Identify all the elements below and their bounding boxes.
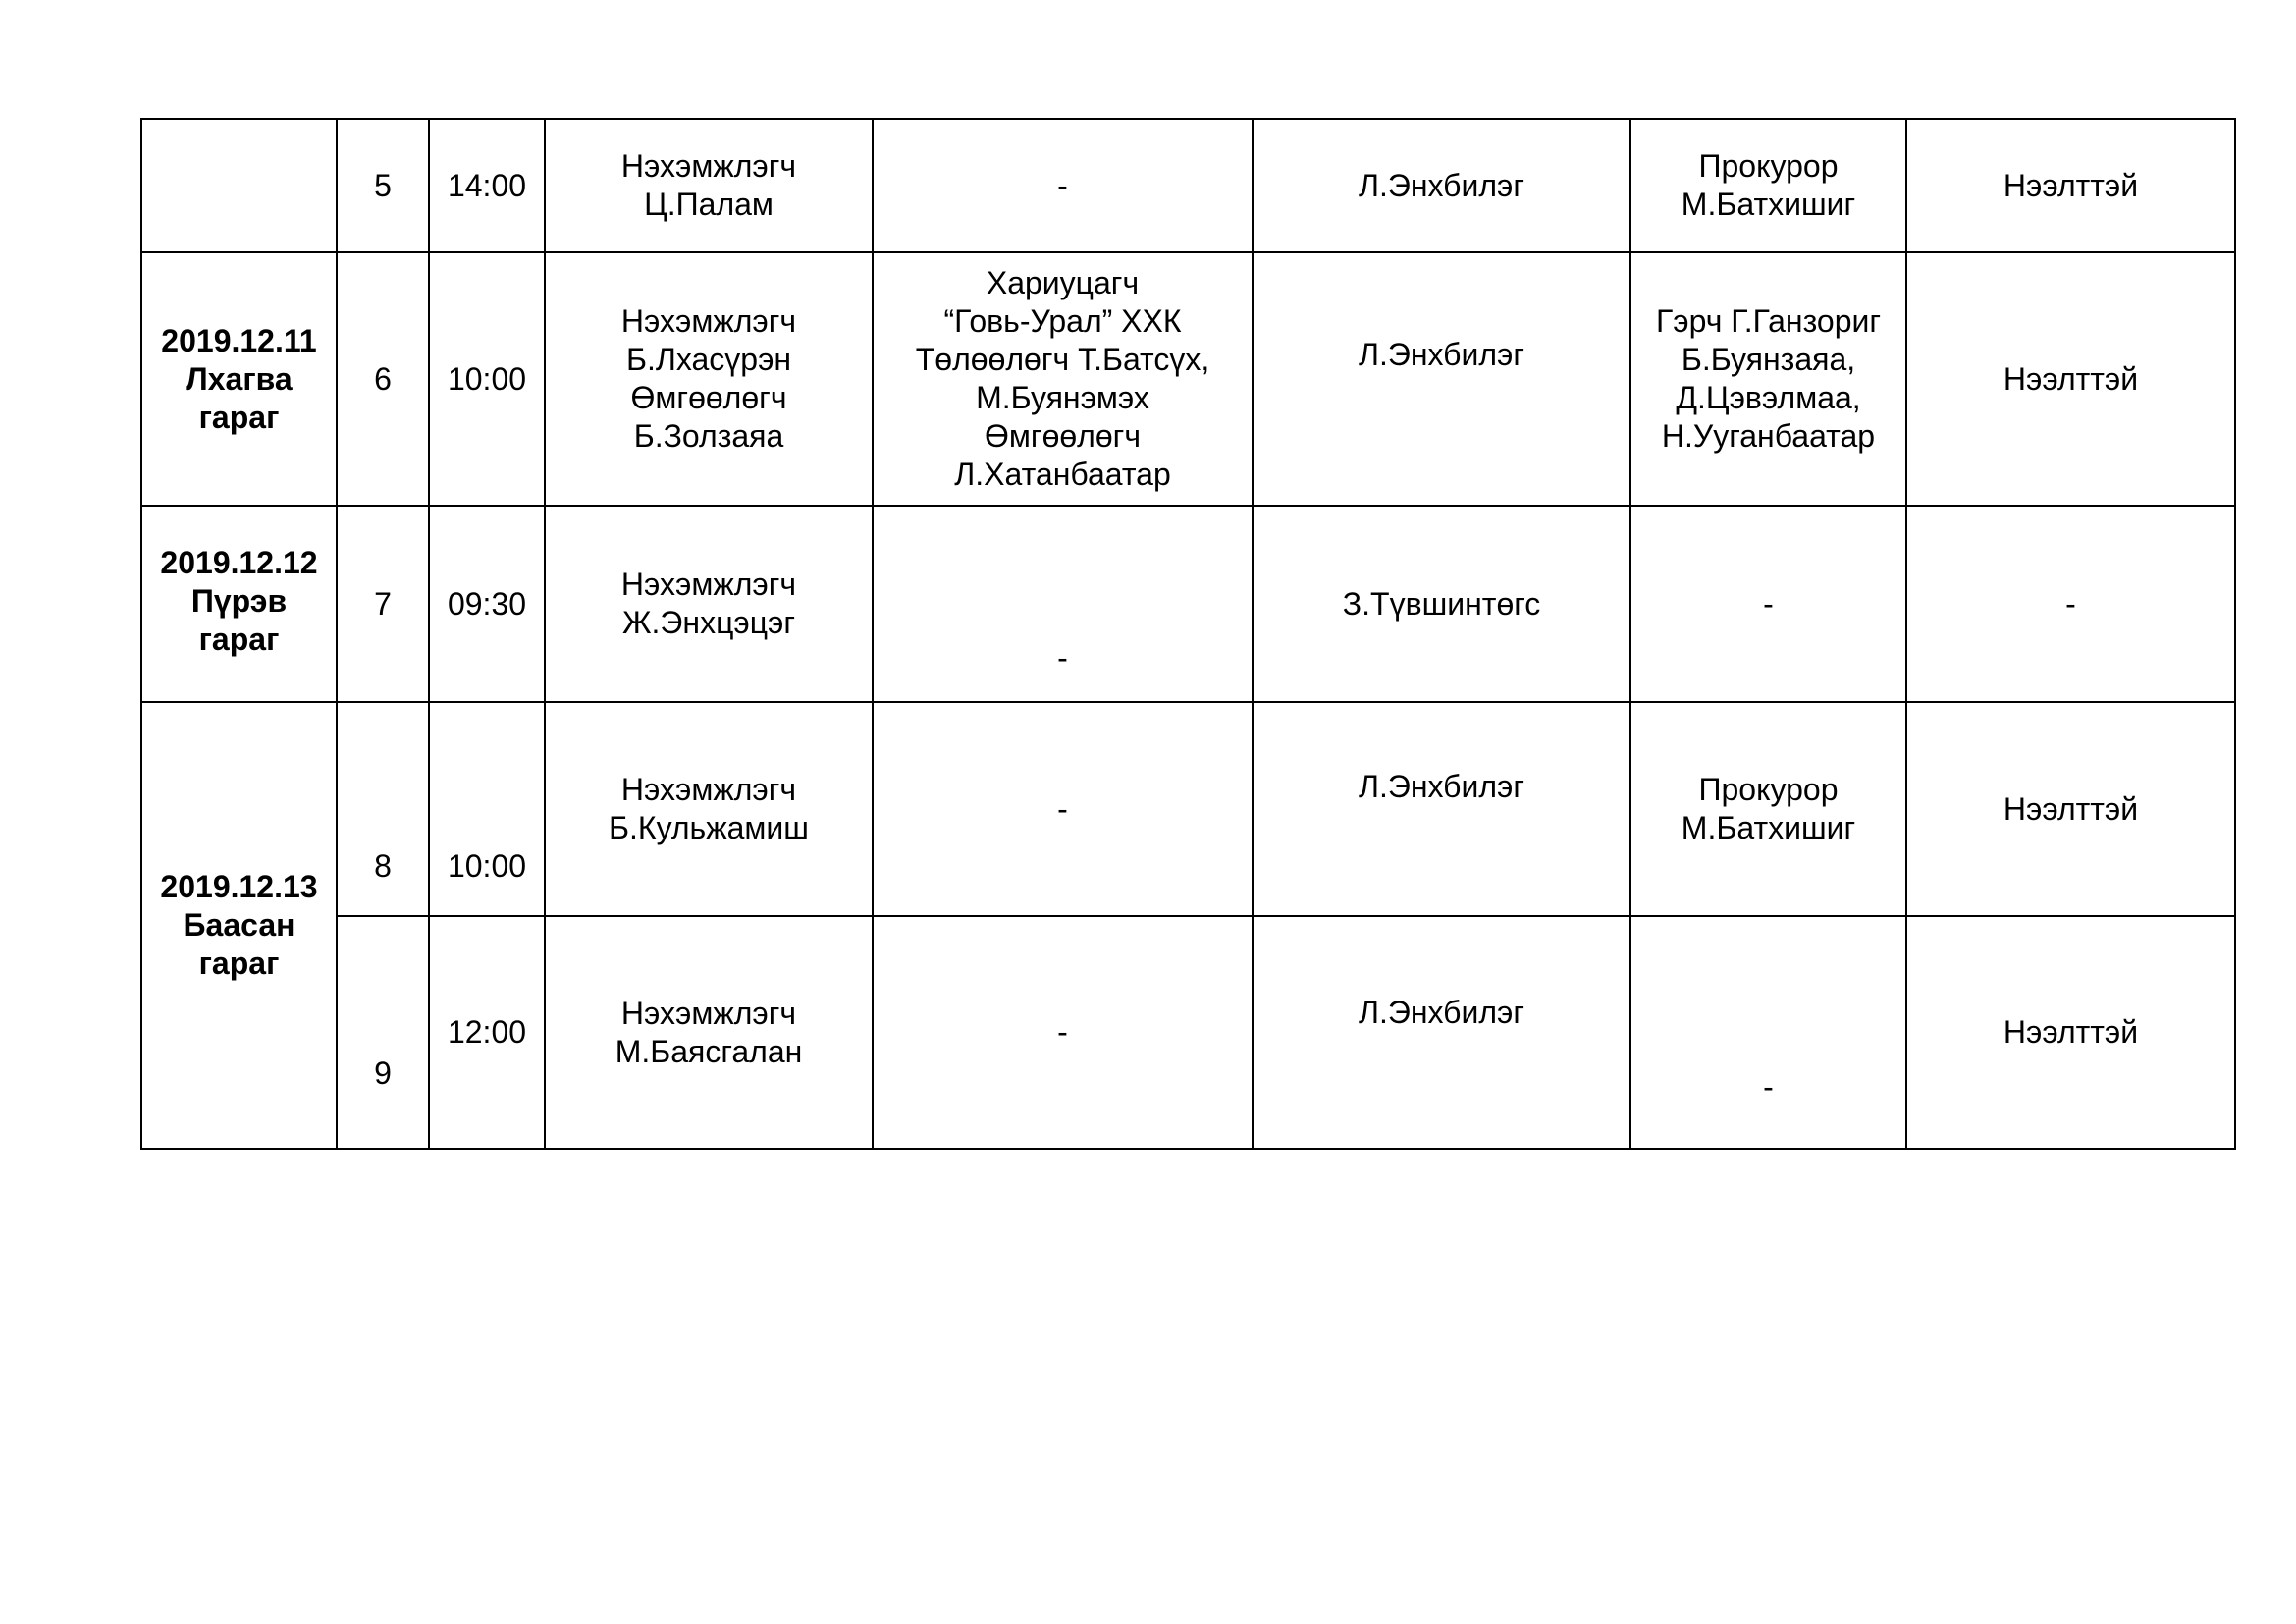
plaintiff-cell: Нэхэмжлэгч Ц.Палам xyxy=(545,119,873,252)
date-cell: 2019.12.11 Лхагва гараг xyxy=(141,252,337,506)
court-schedule-table xyxy=(140,118,2236,1150)
case-number-cell: 6 xyxy=(337,252,429,506)
time-cell: 12:00 xyxy=(429,916,545,1149)
status-cell: - xyxy=(1906,506,2235,702)
status-cell: Нээлттэй xyxy=(1906,916,2235,1149)
plaintiff-cell: Нэхэмжлэгч Б.Кульжамиш xyxy=(545,702,873,916)
judge-cell: Л.Энхбилэг xyxy=(1253,916,1630,1149)
judge-cell: Л.Энхбилэг xyxy=(1253,252,1630,506)
date-cell xyxy=(141,119,337,252)
participants-cell: - xyxy=(1630,506,1906,702)
participants-cell: Прокурор М.Батхишиг xyxy=(1630,702,1906,916)
plaintiff-cell: Нэхэмжлэгч М.Баясгалан xyxy=(545,916,873,1149)
participants-cell: Гэрч Г.Ганзориг Б.Буянзаяа, Д.Цэвэлмаа, Н.Ууганбаатар xyxy=(1630,252,1906,506)
participants-cell: - xyxy=(1630,916,1906,1149)
table-row xyxy=(141,119,2235,252)
judge-cell: Л.Энхбилэг xyxy=(1253,119,1630,252)
plaintiff-cell: Нэхэмжлэгч Ж.Энхцэцэг xyxy=(545,506,873,702)
time-cell: 14:00 xyxy=(429,119,545,252)
case-number-cell: 7 xyxy=(337,506,429,702)
time-cell: 10:00 xyxy=(429,702,545,916)
judge-cell: Л.Энхбилэг xyxy=(1253,702,1630,916)
time-cell: 10:00 xyxy=(429,252,545,506)
status-cell: Нээлттэй xyxy=(1906,702,2235,916)
defendant-cell: - xyxy=(873,916,1253,1149)
defendant-cell: - xyxy=(873,702,1253,916)
participants-cell: Прокурор М.Батхишиг xyxy=(1630,119,1906,252)
status-cell: Нээлттэй xyxy=(1906,119,2235,252)
defendant-cell: Хариуцагч “Говь-Урал” ХХК Төлөөлөгч Т.Батсүх, М.Буянэмэх Өмгөөлөгч Л.Хатанбаатар xyxy=(873,252,1253,506)
defendant-cell: - xyxy=(873,119,1253,252)
case-number-cell: 5 xyxy=(337,119,429,252)
judge-cell: З.Түвшинтөгс xyxy=(1253,506,1630,702)
case-number-cell: 8 xyxy=(337,702,429,916)
case-number-cell: 9 xyxy=(337,916,429,1149)
table-row xyxy=(141,702,2235,916)
date-cell: 2019.12.12 Пүрэв гараг xyxy=(141,506,337,702)
table-row xyxy=(141,916,2235,1149)
defendant-cell: - xyxy=(873,506,1253,702)
date-cell: 2019.12.13 Баасан гараг xyxy=(141,702,337,1149)
table-row xyxy=(141,506,2235,702)
status-cell: Нээлттэй xyxy=(1906,252,2235,506)
table-row xyxy=(141,252,2235,506)
plaintiff-cell: Нэхэмжлэгч Б.Лхасүрэн Өмгөөлөгч Б.Золзаяа xyxy=(545,252,873,506)
time-cell: 09:30 xyxy=(429,506,545,702)
